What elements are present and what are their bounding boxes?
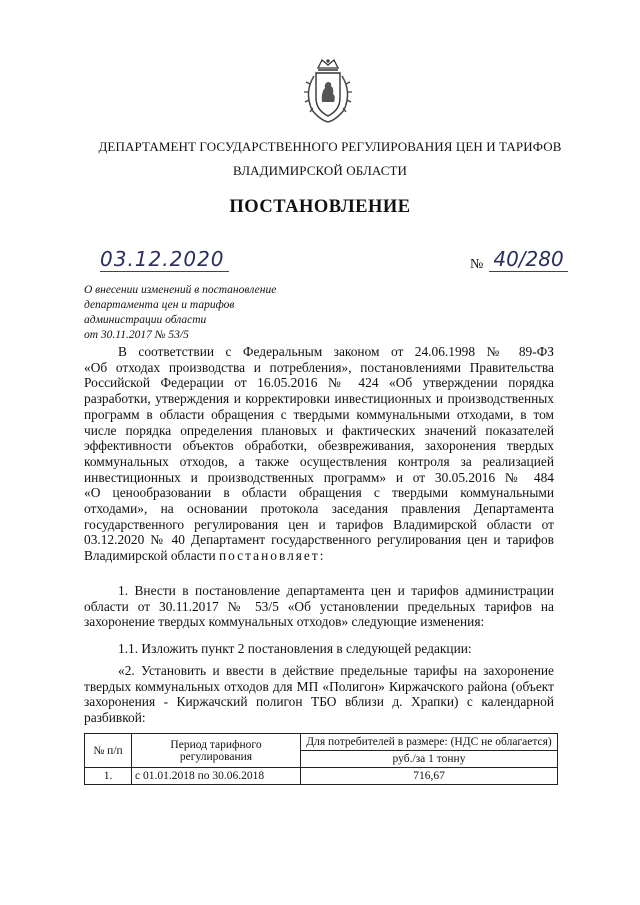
item-1-1-paragraph: 1.1. Изложить пункт 2 постановления в следующей редакции:: [118, 641, 472, 656]
item-2-paragraph: «2. Установить и ввести в действие предельные тарифы на захоронение твердых коммунальных отходов для МП «Полигон» Киржачского района (объект захоронения - Киржачский полигон ТБО вблизи д. Храпки) с календарной разбивкой:: [84, 663, 554, 726]
row-value: 716,67: [301, 768, 558, 785]
coat-of-arms-emblem: [300, 58, 356, 124]
subject-line: департамента цен и тарифов: [84, 299, 235, 311]
header-period: Период тарифного регулирования: [132, 734, 301, 768]
preamble-line: инвестиционных и производственных программ» и от 30.05.2016 № 484: [84, 469, 554, 485]
tariff-table: [84, 733, 558, 785]
preamble-final-line: [84, 548, 554, 564]
subject-line: администрации области: [84, 314, 207, 326]
document-number: 40/280: [489, 247, 567, 272]
region-name: ВЛАДИМИРСКОЙ ОБЛАСТИ: [232, 163, 408, 178]
preamble-line: 03.12.2020 № 40 Департамент государственного регулирования цен и тарифов: [84, 532, 554, 548]
preamble-end: Владимирской области: [84, 548, 216, 564]
document-date: 03.12.2020: [100, 247, 229, 272]
document-number-block: [470, 249, 568, 273]
preamble-line: разработки, утверждения и корректировки инвестиционных и производственных: [84, 391, 554, 407]
table-header-row: [85, 734, 558, 751]
department-name: ДЕПАРТАМЕНТ ГОСУДАРСТВЕННОГО РЕГУЛИРОВАНИЯ ЦЕН И ТАРИФОВ: [98, 139, 562, 154]
preamble-line: коммунальных отходов, а также осуществления контроля за реализацией: [84, 453, 554, 469]
preamble-paragraph: [84, 344, 554, 564]
preamble-line: Российской Федерации от 16.05.2016 № 424 «Об утверждении порядка: [84, 375, 554, 391]
number-label: №: [470, 257, 484, 272]
subject-block: [84, 283, 314, 343]
decree-word: постановляет:: [218, 548, 326, 564]
preamble-line: программ в области обращения с твердыми коммунальными отходами, в том: [84, 406, 554, 422]
preamble-line: числе порядка определения плановых и фактических значений показателей: [84, 422, 554, 438]
table-row: [85, 768, 558, 785]
preamble-line: государственного регулирования цен и тарифов Владимирской области от: [84, 516, 554, 532]
row-number: 1.: [85, 768, 132, 785]
preamble-line: отходами», на основании протокола заседания правления Департамента: [84, 501, 554, 517]
header-number: № п/п: [85, 734, 132, 768]
row-period: с 01.01.2018 по 30.06.2018: [132, 768, 301, 785]
item-1-paragraph: 1. Внести в постановление департамента цен и тарифов администрации области от 30.11.2017 № 53/5 «Об установлении предельных тарифов на захоронение твердых коммунальных отходов» следующие изменения:: [84, 583, 554, 630]
header-consumers: Для потребителей в размере: (НДС не облагается): [301, 734, 558, 751]
preamble-line: «Об отходах производства и потребления», постановлениями Правительства: [84, 359, 554, 375]
preamble-line: В соответствии с Федеральным законом от 24.06.1998 № 89-ФЗ: [118, 344, 554, 359]
document-title: ПОСТАНОВЛЕНИЕ: [229, 197, 411, 217]
subject-line: от 30.11.2017 № 53/5: [84, 329, 189, 341]
subject-line: О внесении изменений в постановление: [84, 284, 277, 296]
preamble-line: «О ценообразовании в области обращения с твердыми коммунальными: [84, 485, 554, 501]
header-unit: руб./за 1 тонну: [301, 751, 558, 768]
preamble-line: эффективности объектов обработки, обезвреживания, захоронения твердых: [84, 438, 554, 454]
